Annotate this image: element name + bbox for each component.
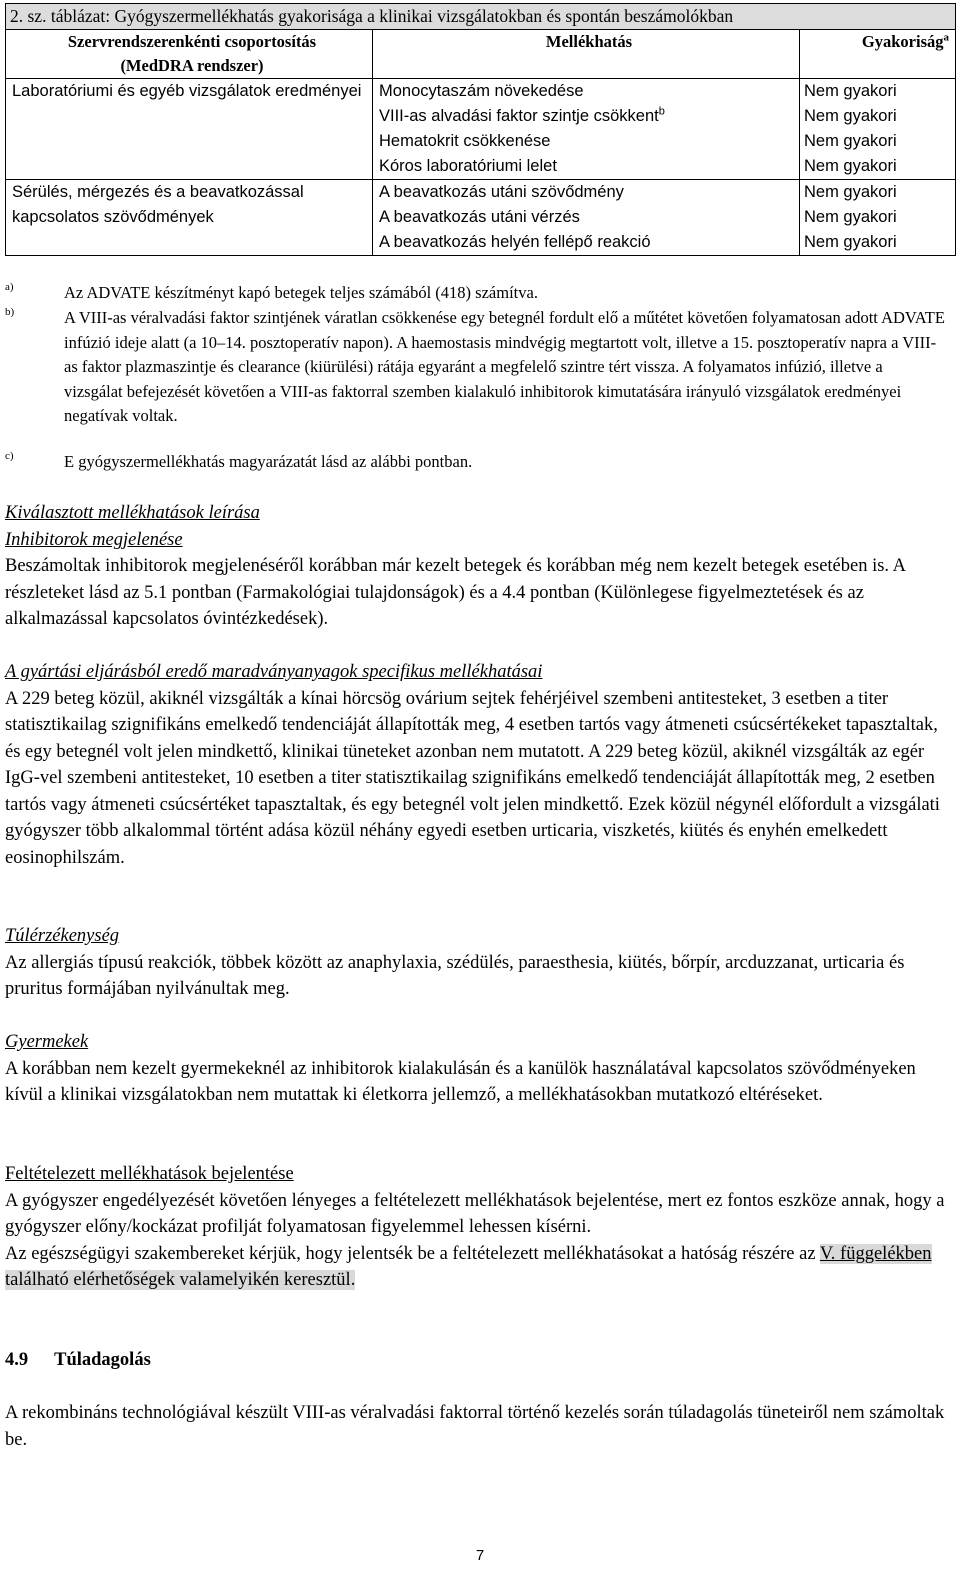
page-number: 7 — [475, 1547, 485, 1564]
paragraph: Az allergiás típusú reakciók, többek között az anaphylaxia, szédülés, paraesthesia, kiütés, bőrpír, arcduzzanat, urticaria és pruritus formájában nyilvánultak meg. — [5, 952, 905, 999]
reporting-section — [5, 1161, 950, 1294]
hypersensitivity-section — [5, 923, 950, 1003]
footnote-b: b) A VIII-as véralvadási faktor szintjének váratlan csökkenése egy betegnél fordult elő a műtétet követően folyamatosan adott ADVATE infúzió ideje alatt (a 10–14. posztoperatív napon). A haemostasis mindvégig megtartott volt, illetve a 15. posztoperatív napra a VIII-as faktor plazmaszintje és clearance (kiürülési) rátája egyaránt a megfelelő szintre tért vissza. A folyamatos infúzió, illetve a vizsgálat befejezését követően a VIII-as faktorral szemben kialakuló inhibitorok kimutatására irányuló vizsgálatok eredményei negatívak voltak. — [5, 306, 945, 425]
table-row: VIII-as alvadási faktor szintje csökkent$^b$ Nem gyakori — [6, 104, 956, 129]
table-row: Kóros laboratóriumi lelet Nem gyakori — [6, 154, 956, 180]
children-section — [5, 1029, 950, 1109]
overdose-heading: 4.9 Túladagolás — [5, 1350, 151, 1370]
footnote-c: c) E gyógyszermellékhatás magyarázatát lásd az alábbi pontban. — [5, 450, 473, 471]
paragraph: A korábban nem kezelt gyermekeknél az inhibitorok kialakulásán és a kanülök használatával kapcsolatos szövődményeken kívül a klinikai vizsgálatokban nem mutattak ki életkorra jellemző, a mellékhatásokban mutatkozó eltéréseket. — [5, 1058, 916, 1105]
paragraph: Beszámoltak inhibitorok megjelenéséről korábban már kezelt betegek és korábban még nem kezelt betegek esetében is. A részleteket lásd az 5.1 pontban (Farmakológiai tulajdonságok) és a 4.4 pontban (Különlegese figyelmeztetések és az alkalmazással kapcsolatos óvintézkedések). — [5, 556, 906, 629]
header-frequency: Gyakoriság$^a$ — [800, 30, 956, 55]
category-cell: Sérülés, mérgezés és a beavatkozással kapcsolatos szövődmények — [6, 180, 373, 256]
subsection-heading: A gyártási eljárásból eredő maradványanyagok specifikus mellékhatásai — [5, 662, 543, 682]
paragraph: A 229 beteg közül, akiknél vizsgálták a kínai hörcsög ovárium sejtek fehérjéivel szembeni antitesteket, 3 esetben a titer statisztikailag szignifikáns emelkedő tendenciáját állapították meg, 4 esetben tartós vagy átmeneti csúcsértékeket tapasztaltak, és egy betegnél volt jelen mindkettő, klinikai tüneteket azonban nem mutatott. A 229 beteg közül, akiknél vizsgálták az egér IgG-vel szembeni antitesteket, 10 esetben a titer statisztikailag szignifikáns emelkedő tendenciáját állapították meg, 2 esetben tartós vagy átmeneti csúcsértéket tapasztaltak, és egy betegnél volt jelen mindkettő. Ezek közül négynél előfordult a vizsgálati gyógyszer több alkalommal történt adása közül néhány egyedi esetben urticaria, viszketés, kiütés és enyhén emelkedett eosinophilszám. — [5, 688, 940, 868]
category-cell: Laboratóriumi és egyéb vizsgálatok eredményei — [6, 79, 373, 180]
overdose-paragraph: A rekombináns technológiával készült VIII-as véralvadási faktorral történő kezelés során túladagolás tüneteiről nem számoltak be. — [5, 1403, 945, 1450]
subsection-heading: Feltételezett mellékhatások bejelentése — [5, 1164, 294, 1184]
adverse-reactions-table — [5, 3, 956, 256]
residue-section — [5, 659, 950, 871]
paragraph: Az egészségügyi szakembereket kérjük, hogy jelentsék be a feltételezett mellékhatásokat a hatóság részére az V. függelékben található elérhetőségek valamelyikén keresztül. — [5, 1243, 932, 1290]
footnote-a: a) Az ADVATE készítményt kapó betegek teljes számából (418) számítva. — [5, 281, 538, 302]
section-heading: Kiválasztott mellékhatások leírása — [5, 503, 260, 523]
paragraph: A gyógyszer engedélyezését követően lényeges a feltételezett mellékhatások bejelentése, mert ez fontos eszköze annak, hogy a gyógyszer előny/kockázat profilját folyamatosan figyelemmel lehessen kísérni. — [5, 1190, 945, 1237]
appendix-link[interactable]: V. függelékben — [819, 1243, 932, 1264]
table-row: Sérülés, mérgezés és a beavatkozással kapcsolatos szövődmények A beavatkozás utáni szövődmény Nem gyakori — [6, 180, 956, 206]
table-row: Laboratóriumi és egyéb vizsgálatok eredményei Monocytaszám növekedése Nem gyakori — [6, 79, 956, 105]
header-adverse-reaction: Mellékhatás — [373, 30, 800, 55]
subsection-heading: Inhibitorok megjelenése — [5, 529, 183, 550]
header-system-organ-class: Szervrendszerenkénti csoportosítás — [6, 30, 373, 55]
table-row: A beavatkozás utáni vérzés Nem gyakori — [6, 205, 956, 230]
header-meddra: (MedDRA rendszer) — [6, 54, 373, 79]
table-caption: 2. sz. táblázat: Gyógyszermellékhatás gyakorisága a klinikai vizsgálatokban és spontán beszámolókban — [6, 4, 956, 30]
subsection-heading: Túlérzékenység — [5, 926, 120, 946]
table-row: A beavatkozás helyén fellépő reakció Nem gyakori — [6, 230, 956, 256]
subsection-heading: Gyermekek — [5, 1032, 89, 1052]
table-row: Hematokrit csökkenése Nem gyakori — [6, 129, 956, 154]
selected-reactions-section — [5, 500, 950, 633]
